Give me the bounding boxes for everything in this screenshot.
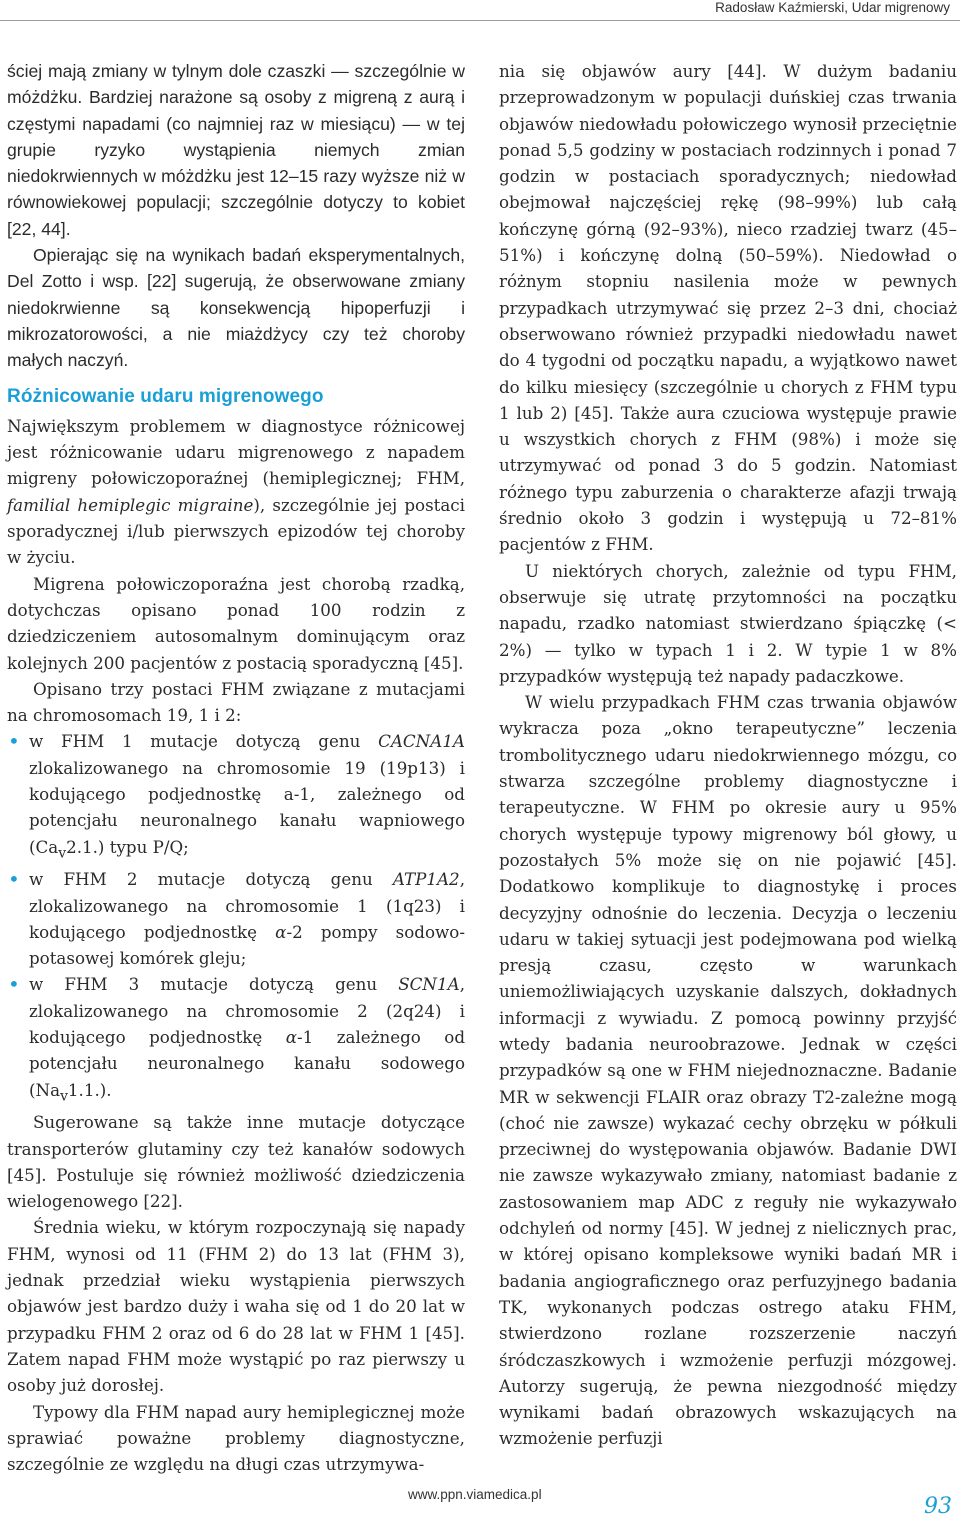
text-run: zlokalizowanego na chromosomie 19 (19p13) i kodującego podjednostkę a-1, zależnego od potencjału neuronalnego kanału wapniowego (Ca bbox=[29, 757, 465, 857]
text-run: w FHM 1 mutacje dotyczą genu bbox=[29, 731, 379, 752]
paragraph: Średnia wieku, w którym rozpoczynają się napady FHM, wynosi od 11 (FHM 2) do 13 lat (FHM 3), jednak przedział wieku wystąpienia pierwszych objawów jest bardzo duży i waha się od 1 do 20 lat w przypadku FHM 2 oraz od 6 do 28 lat w FHM 1 [45]. Zatem napad FHM może wystąpić po raz pierwszy u osoby już dorosłej. bbox=[7, 1217, 465, 1396]
text-run: w FHM 2 mutacje dotyczą genu bbox=[29, 869, 393, 890]
gene-name: ATP1A2 bbox=[392, 869, 460, 890]
page-number: 93 bbox=[924, 1494, 952, 1519]
section-heading: Różnicowanie udaru migrenowego bbox=[7, 385, 324, 407]
paragraph: Opierając się na wynikach badań eksperymentalnych, Del Zotto i wsp. [22] sugerują, że obserwowane zmiany niedokrwienne są konsekwencją hipoperfuzji i mikrozatorowości, a nie miażdżycy czy też choroby małych naczyń. bbox=[7, 245, 465, 371]
text-run: , zlokalizowanego na chromosomie 1 (1q23) i kodującego podjednostkę bbox=[29, 869, 465, 942]
greek-letter: α bbox=[275, 921, 287, 942]
paragraph: ściej mają zmiany w tylnym dole czaszki — szczególnie w móżdżku. Bardziej narażone są osoby z migreną z aurą i częstymi napadami (co najmniej raz w miesiącu) — w tej grupie ryzyko wystąpienia niemych zmian niedokrwiennych w móżdżku jest 12–15 razy wyższe niż w równowiekowej populacji; szczególnie dotyczy to kobiet [22, 44]. bbox=[7, 61, 465, 239]
text-run: Największym problemem w diagnostyce różnicowej jest różnicowanie udaru migrenowego z napadem migreny połowiczoporaźnej (hemiplegicznej; FHM, bbox=[7, 415, 465, 489]
mutation-list bbox=[7, 728, 465, 1109]
text-run: -2 pompy sodowo-potasowej komórek gleju; bbox=[29, 921, 465, 969]
paragraph: W wielu przypadkach FHM czas trwania objawów wykracza poza „okno terapeutyczne” leczenia trombolitycznego udaru niedokrwiennego mózgu, co stwarza szczególne problemy diagnostyczne i terapeutyczne. W FHM po okresie aury u 95% chorych występuje typowy migrenowy ból głowy, u pozostałych 5% może się on nie pojawić [45]. Dodatkowo komplikuje to diagnostykę i proces decyzyjny odnośnie do leczenia. Decyzja o leczeniu udaru w takiej sytuacji jest podejmowana pod wielką presją czasu, często w warunkach uniemożliwiających uzyskanie dalszych, dokładnych informacji z wywiadu. Z pomocą powinny przyjść wtedy badania neuroobrazowe. Jednak w części przypadków są one w FHM niejednoznaczne. Badanie MR w sekwencji FLAIR oraz obrazy T2-zależne mogą (choć nie zawsze) wykazać cechy obrzęku w półkuli przeciwnej do występowania objawów. Badanie DWI nie zawsze wykazywało zmiany, natomiast badanie z zastosowaniem map ADC z reguły nie wykazywało odchyleń od normy [45]. W jednej z nielicznych prac, w której opisano kompleksowe wyniki badań MR i badania angiograficznego oraz perfuzyjnego badania TK, wykonanych podczas ostrego ataku FHM, stwierdzono rozlane rozszerzenie naczyń śródczaszkowych i wzmożenie perfuzji mózgowej. Autorzy sugerują, że pewna niezgodność między wynikami badań obrazowych wskazujących na wzmożenie perfuzji bbox=[499, 692, 957, 1449]
paragraph: U niektórych chorych, zależnie od typu FHM, obserwuje się utratę przytomności na początku napadu, rzadko natomiast stwierdzano śpiączkę (< 2%) — tylko w typach 1 i 2. W typie 1 w 8% przypadków występują też napady padaczkowe. bbox=[499, 560, 957, 686]
gene-name: CACNA1A bbox=[378, 731, 465, 752]
italic-term: familial hemiplegic migraine bbox=[7, 494, 254, 515]
left-column bbox=[7, 58, 465, 1477]
paragraph bbox=[7, 413, 465, 571]
footer-url[interactable]: www.ppn.viamedica.pl bbox=[408, 1487, 542, 1502]
text-run: -1 zależnego od potencjału neuronalnego kanału sodowego (Na bbox=[29, 1027, 465, 1100]
paragraph: Sugerowane są także inne mutacje dotyczące transporterów glutaminy czy też kanałów sodowych [45]. Postuluje się również możliwość dziedziczenia wielogenowego [22]. bbox=[7, 1112, 465, 1212]
list-item bbox=[7, 971, 465, 1109]
text-run: ), szczególnie jej postaci sporadycznej i/lub pierwszych epizodów tej choroby w życiu. bbox=[7, 494, 465, 568]
paragraph: Migrena połowiczoporaźna jest chorobą rzadką, dotychczas opisano ponad 100 rodzin z dziedziczeniem autosomalnym dominującym oraz kolejnych 200 pacjentów z postacią sporadyczną [45]. bbox=[7, 573, 465, 673]
paragraph: Opisano trzy postaci FHM związane z mutacjami na chromosomach 19, 1 i 2: bbox=[7, 678, 465, 726]
greek-letter: α bbox=[285, 1027, 298, 1048]
list-item bbox=[7, 728, 465, 866]
text-run: 1.1.). bbox=[67, 1079, 112, 1100]
header-divider bbox=[0, 20, 960, 21]
subscript: v bbox=[58, 844, 67, 861]
text-run: 2.1.) typu P/Q; bbox=[66, 836, 189, 857]
text-run: w FHM 3 mutacje dotyczą genu bbox=[29, 974, 399, 995]
text-run: , zlokalizowanego na chromosomie 2 (2q24) i kodującego podjednostkę bbox=[29, 974, 465, 1048]
right-column bbox=[499, 58, 957, 1452]
subscript: v bbox=[60, 1087, 68, 1104]
gene-name: SCN1A bbox=[398, 974, 460, 995]
paragraph: nia się objawów aury [44]. W dużym badaniu przeprowadzonym w populacji duńskiej czas trwania objawów niedowładu połowiczego wynosił przeciętnie ponad 5,5 godziny w postaciach rodzinnych i ponad 7 godzin w postaciach sporadycznych; niedowład obejmował najczęściej rękę (98–99%) lub całą kończynę górną (92–93%), nieco rzadziej twarz (45–51%) i kończynę dolną (50–59%). Niedowład o różnym stopniu nasilenia może w pewnych przypadkach utrzymywać się przez 2–3 dni, chociaż obserwowano również przypadki niedowładu nawet do 4 tygodni od początku napadu, a wyjątkowo nawet do kilku miesięcy (szczególnie u chorych z FHM typu 1 lub 2) [45]. Także aura czuciowa występuje prawie u wszystkich chorych z FHM (98%) i może się utrzymywać od ponad 3 do 5 godzin. Natomiast różnego typu zaburzenia o charakterze afazji trwają średnio około 3 godzin i występują u 72–81% pacjentów z FHM. bbox=[499, 61, 957, 555]
running-header: Radosław Kaźmierski, Udar migrenowy bbox=[715, 0, 950, 15]
paragraph: Typowy dla FHM napad aury hemiplegicznej może sprawiać poważne problemy diagnostyczne, szczególnie ze względu na długi czas utrzymywa- bbox=[7, 1401, 465, 1475]
list-item bbox=[7, 866, 465, 971]
